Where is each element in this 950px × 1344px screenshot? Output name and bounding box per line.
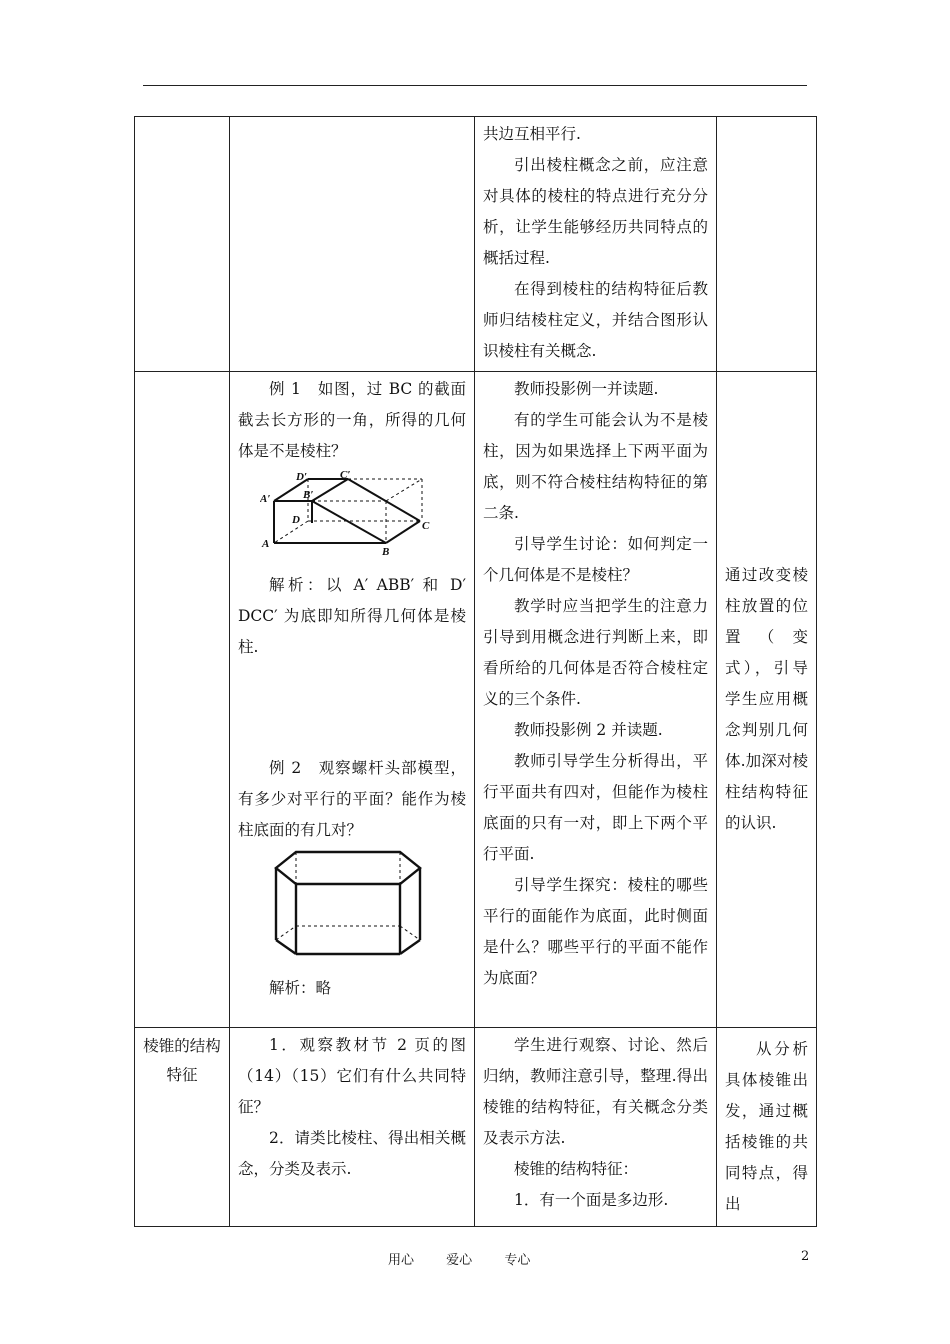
example2-text: 例 2 观察螺杆头部模型，有多少对平行的平面？能作为棱柱底面的有几对？ [238, 759, 466, 839]
lesson-plan-table [134, 116, 817, 1227]
label-B: B [382, 546, 390, 557]
section-title: 棱锥的结构特征 [143, 1037, 221, 1084]
label-Cp: C′ [340, 471, 351, 481]
label-A: A [262, 538, 270, 550]
footer-slogan [388, 1249, 558, 1268]
design-intent-text-2: 从分析具体棱锥出发，通过概括棱锥的共同特点，得出 [725, 1040, 808, 1213]
paragraph: 教师引导学生分析得出，平行平面共有四对，但能作为棱柱底面的只有一对，即上下两个平行平面. [483, 752, 708, 863]
paragraph: 在得到棱柱的结构特征后教师归结棱柱定义，并结合图形认识棱柱有关概念. [483, 280, 708, 360]
row2-col2-cell [230, 372, 475, 1028]
row3-col2-cell [230, 1028, 475, 1227]
paragraph: 有的学生可能会认为不是棱柱，因为如果选择上下两平面为底，则不符合棱柱结构特征的第二条. [483, 411, 708, 522]
label-Ap: A′ [260, 493, 271, 505]
page-number: 2 [801, 1249, 810, 1264]
footer-word: 用心 [388, 1253, 415, 1268]
row2-col4-cell [717, 372, 817, 1028]
row3-col4-cell [717, 1028, 817, 1227]
design-intent-text: 通过改变棱柱放置的位置（变式），引导学生应用概念判别几何体.加深对棱柱结构特征的认识. [725, 566, 808, 832]
paragraph: 教师投影例一并读题. [514, 380, 659, 398]
row1-col2-cell [230, 117, 475, 372]
header-rule [143, 85, 807, 86]
label-Bp: B′ [303, 489, 314, 501]
truncated-box-diagram [260, 471, 460, 557]
paragraph: 引导学生探究：棱柱的哪些平行的面能作为底面，此时侧面是什么？哪些平行的平面不能作为底面？ [483, 876, 708, 987]
row2-col3-cell [475, 372, 717, 1028]
paragraph: 教师投影例 2 并读题. [514, 721, 663, 739]
row3-col1-cell [135, 1028, 230, 1227]
truncated-box-figure [260, 471, 466, 568]
label-D: D [292, 514, 300, 526]
footer-word: 专心 [504, 1253, 531, 1268]
hex-prism-figure [268, 850, 466, 971]
paragraph: 学生进行观察、讨论、然后归纳，教师注意引导，整理.得出棱锥的结构特征，有关概念分类及表示方法. [483, 1036, 708, 1147]
row2-col1-cell [135, 372, 230, 1028]
hex-prism-diagram [268, 850, 428, 960]
paragraph: 教学时应当把学生的注意力引导到用概念进行判断上来，即看所给的几何体是否符合棱柱定义的三个条件. [483, 597, 708, 708]
row3-col3-cell [475, 1028, 717, 1227]
label-C: C [422, 520, 430, 532]
row1-col1-cell [135, 117, 230, 372]
paragraph: 棱锥的结构特征： [514, 1160, 639, 1178]
paragraph: 引导学生讨论：如何判定一个几何体是不是棱柱？ [483, 535, 708, 584]
table-row [135, 117, 817, 372]
paragraph: 1．有一个面是多边形. [514, 1191, 669, 1209]
label-Dp: D′ [296, 471, 308, 483]
paragraph: 2．请类比棱柱、得出相关概念，分类及表示. [238, 1129, 466, 1178]
analysis2-text: 解析：略 [269, 979, 332, 997]
analysis1-text: 解析：以 A′ ABB′ 和 D′ DCC′ 为底即知所得几何体是棱柱. [238, 576, 466, 656]
table-row [135, 372, 817, 1028]
example1-text: 例 1 如图，过 BC 的截面截去长方形的一角，所得的几何体是不是棱柱？ [238, 380, 466, 460]
row1-col3-cell [475, 117, 717, 372]
footer-word: 爱心 [446, 1253, 473, 1268]
row1-col4-cell [717, 117, 817, 372]
table-row [135, 1028, 817, 1227]
paragraph: 引出棱柱概念之前，应注意对具体的棱柱的特点进行充分分析，让学生能够经历共同特点的概括过程. [483, 156, 708, 267]
paragraph: 共边互相平行. [483, 125, 581, 143]
paragraph: 1．观察教材节 2 页的图（14）（15）它们有什么共同特征？ [238, 1036, 466, 1116]
